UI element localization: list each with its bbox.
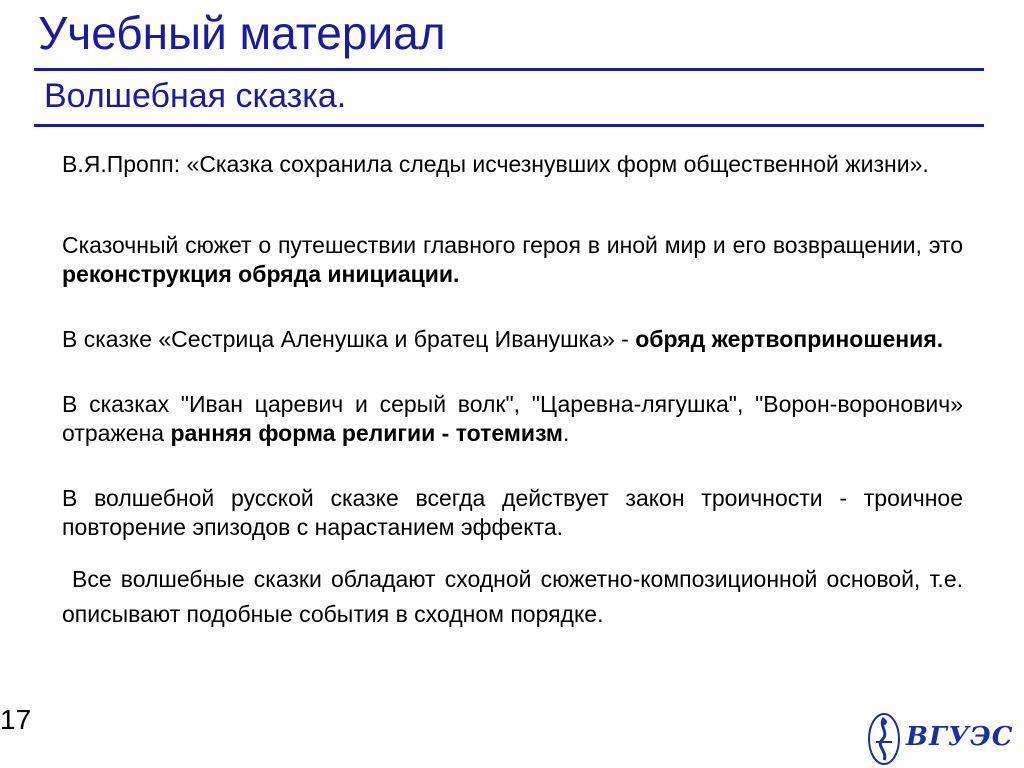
university-logo <box>862 712 1014 766</box>
paragraph-hero-journey <box>62 231 963 289</box>
page-number: 17 <box>0 704 32 735</box>
title-divider <box>34 68 984 71</box>
slide-body <box>62 150 963 632</box>
slide-title: Учебный материал <box>38 7 446 59</box>
slide-subtitle: Волшебная сказка. <box>44 77 347 115</box>
paragraph-common-structure: Все волшебные сказки обладают сходной сюжетно-композиционной основой, т.е. описывают подобные события в сходном порядке. <box>62 566 963 627</box>
subtitle-divider <box>34 124 984 127</box>
emphasis-text: реконструкция обряда инициации. <box>62 261 460 287</box>
paragraph-propp-quote: В.Я.Пропп: «Сказка сохранила следы исчезнувших форм общественной жизни». <box>62 151 929 177</box>
emphasis-text: ранняя форма религии - тотемизм <box>170 420 563 446</box>
emblem-icon <box>866 712 902 766</box>
paragraph-text: В сказках "Иван царевич и серый волк", "Царевна-лягушка", "Ворон-воронович» отражена <box>62 391 963 446</box>
paragraph-text: Сказочный сюжет о путешествии главного героя в иной мир и его возвращении, это <box>62 232 963 258</box>
paragraph-triplicity: В волшебной русской сказке всегда действует закон троичности - троичное повторение эпизодов с нарастанием эффекта. <box>62 485 963 540</box>
paragraph-alenushka <box>62 325 963 354</box>
logo-text: ВГУЭС <box>906 722 1014 752</box>
paragraph-text: . <box>562 420 570 446</box>
paragraph-text: В сказке «Сестрица Аленушка и братец Иванушка» - <box>62 326 636 352</box>
paragraph-totemism <box>62 390 963 448</box>
emphasis-text: обряд жертвоприношения. <box>635 326 944 352</box>
